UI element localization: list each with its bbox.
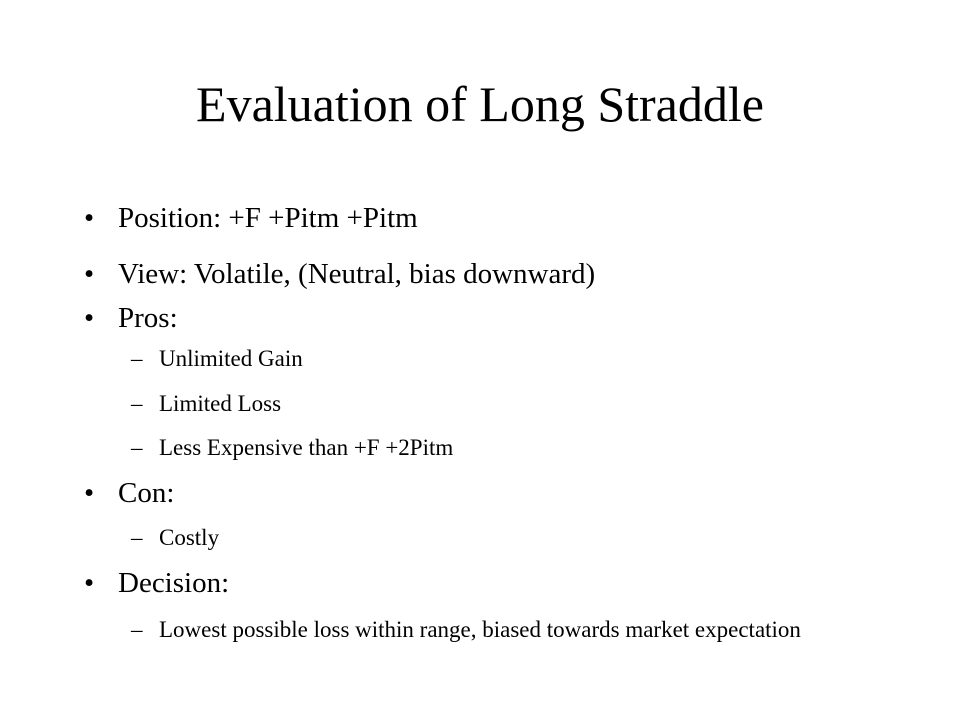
bullet-icon: •	[84, 567, 95, 599]
dash-icon: –	[131, 391, 143, 416]
slide-title: Evaluation of Long Straddle	[196, 76, 764, 132]
dash-icon: –	[131, 435, 143, 460]
sub-item-text: Limited Loss	[159, 391, 282, 416]
bullet-text: Pros:	[118, 302, 178, 334]
sub-item-text: Unlimited Gain	[159, 346, 303, 371]
bullet-icon: •	[84, 477, 95, 509]
bullet-icon: •	[84, 258, 95, 290]
bullet-text: Decision:	[118, 567, 230, 599]
dash-icon: –	[131, 617, 143, 642]
bullet-icon: •	[84, 302, 95, 334]
sub-item-text: Less Expensive than +F +2Pitm	[159, 435, 454, 460]
bullet-text: Position: +F +Pitm +Pitm	[118, 202, 418, 234]
bullet-icon: •	[84, 202, 95, 234]
bullet-text: View: Volatile, (Neutral, bias downward)	[118, 258, 596, 290]
dash-icon: –	[131, 525, 143, 550]
bullet-text: Con:	[118, 477, 175, 509]
sub-item-text: Costly	[159, 525, 220, 550]
sub-item-text: Lowest possible loss within range, biased towards market expectation	[159, 617, 801, 642]
dash-icon: –	[131, 346, 143, 371]
